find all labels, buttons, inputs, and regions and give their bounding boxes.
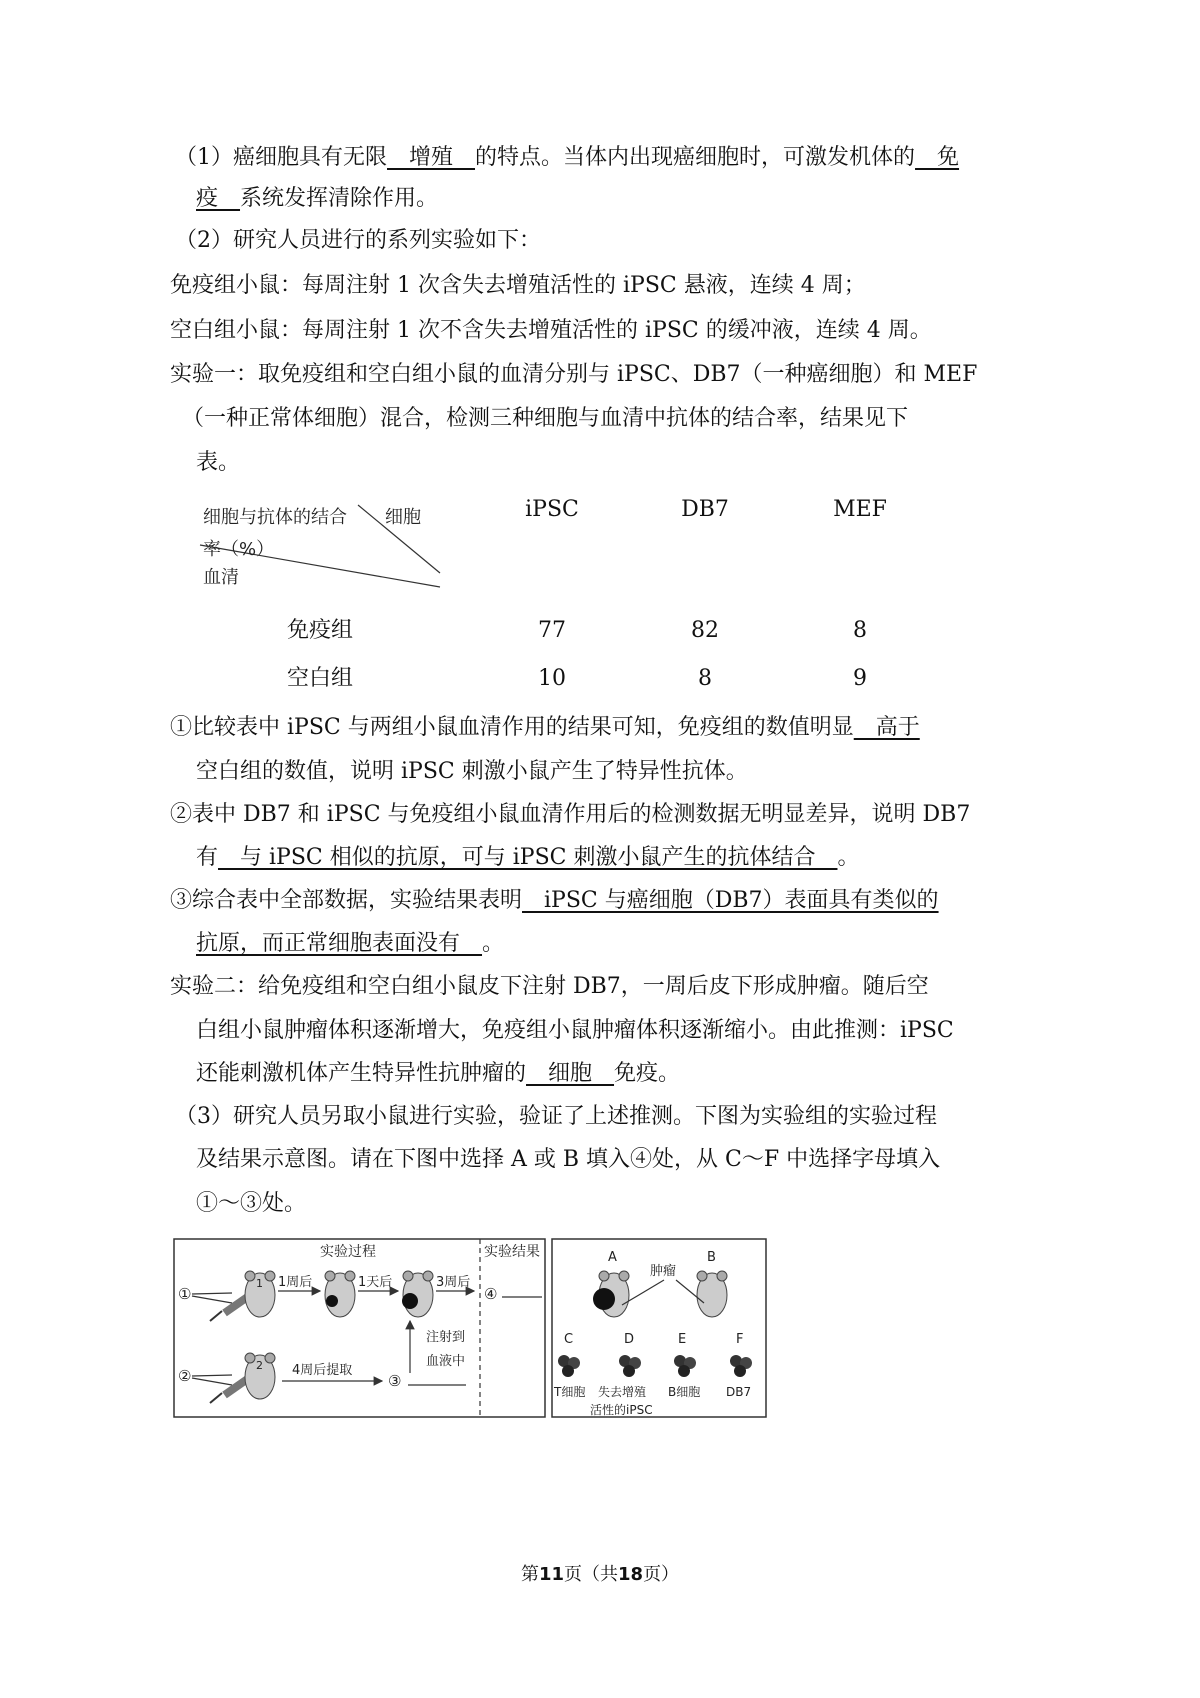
- row-label-immune: 免疫组: [286, 618, 353, 643]
- question-3-line-1: （3）研究人员另取小鼠进行实验，验证了上述推测。下图为实验组的实验过程: [175, 1104, 937, 1129]
- cell-cluster-icon: [730, 1355, 752, 1377]
- option-e-letter: E: [678, 1332, 687, 1347]
- question-3-line-3: ①～③处。: [196, 1191, 307, 1216]
- question-2-title: （2）研究人员进行的系列实验如下：: [175, 228, 541, 253]
- cell-cluster-icon: [619, 1355, 641, 1377]
- sub-question-1-line-2: 空白组的数值，说明 iPSC 刺激小鼠产生了特异性抗体。: [196, 759, 748, 784]
- tumor-label: 肿瘤: [650, 1264, 677, 1279]
- experiment-2-line-1: 实验二：给免疫组和空白组小鼠皮下注射 DB7，一周后皮下形成肿瘤。随后空: [170, 974, 929, 999]
- option-c-letter: C: [564, 1332, 574, 1347]
- page-number: 11: [538, 1564, 564, 1585]
- answer-blank: 疫: [196, 186, 241, 211]
- process-label: 实验过程: [320, 1244, 376, 1260]
- option-f-letter: F: [736, 1332, 744, 1347]
- answer-blank: 增殖: [387, 145, 476, 170]
- step-1-day: 1天后: [358, 1275, 393, 1290]
- answer-blank: 细胞: [526, 1061, 615, 1086]
- mouse-icon: [245, 1353, 275, 1399]
- experiment-2-line-3: 还能刺激机体产生特异性抗肿瘤的 细胞 免疫。: [196, 1061, 681, 1086]
- answer-blank: iPSC 与癌细胞（DB7）表面具有类似的: [522, 888, 939, 913]
- sub-question-3-line-2: 抗原，而正常细胞表面没有 。: [196, 931, 505, 956]
- blank-marker-1: ①: [178, 1285, 192, 1303]
- mouse-a-icon: [593, 1271, 629, 1317]
- blank-marker-3: ③: [388, 1372, 402, 1390]
- svg-text:2: 2: [256, 1359, 263, 1372]
- inject-label-line-2: 血液中: [426, 1354, 466, 1369]
- table-cell: 8: [698, 666, 712, 691]
- answer-blank: 高于: [853, 715, 920, 740]
- blank-marker-2: ②: [178, 1367, 192, 1385]
- option-d-name-2: 活性的iPSC: [590, 1403, 653, 1417]
- experiment-1-line-2: （一种正常体细胞）混合，检测三种细胞与血清中抗体的结合率，结果见下: [182, 406, 909, 431]
- question-1-line-1: （1）癌细胞具有无限 增殖 的特点。当体内出现癌细胞时，可激发机体的 免: [175, 145, 960, 170]
- step-1-week: 1周后: [278, 1275, 313, 1290]
- column-header-db7: DB7: [681, 497, 729, 522]
- answer-blank: 抗原，而正常细胞表面没有: [196, 931, 483, 956]
- mouse-icon: [245, 1271, 275, 1317]
- cell-cluster-icon: [674, 1355, 696, 1377]
- mouse-with-tumor-icon: [325, 1271, 355, 1317]
- question-3-line-2: 及结果示意图。请在下图中选择 A 或 B 填入④处，从 C～F 中选择字母填入: [196, 1147, 941, 1172]
- cell-cluster-icon: [558, 1355, 580, 1377]
- table-cell: 10: [538, 666, 566, 691]
- experiment-1-line-1: 实验一：取免疫组和空白组小鼠的血清分别与 iPSC、DB7（一种癌细胞）和 MEF: [170, 362, 978, 387]
- table-cell: 82: [691, 618, 719, 643]
- result-label: 实验结果: [484, 1244, 540, 1260]
- experiment-2-line-2: 白组小鼠肿瘤体积逐渐增大，免疫组小鼠肿瘤体积逐渐缩小。由此推测：iPSC: [196, 1018, 954, 1043]
- mouse-a-label: A: [608, 1250, 617, 1265]
- mouse-with-tumor-icon: [402, 1271, 433, 1317]
- step-3-weeks: 3周后: [436, 1275, 471, 1290]
- experiment-figure: [170, 1233, 785, 1423]
- column-header-mef: MEF: [833, 497, 887, 522]
- option-d-letter: D: [624, 1332, 635, 1347]
- table-cell: 9: [853, 666, 867, 691]
- mouse-b-label: B: [707, 1250, 716, 1265]
- question-1-line-2: 疫 系统发挥清除作用。: [196, 186, 439, 211]
- header-binding-rate-unit: 率（%）: [203, 539, 275, 560]
- option-f-name: DB7: [726, 1385, 752, 1399]
- page-footer: 第11页（共18页）: [520, 1564, 680, 1585]
- answer-blank: 免: [915, 145, 960, 170]
- sub-question-2-line-2: 有 与 iPSC 相似的抗原，可与 iPSC 刺激小鼠产生的抗体结合 。: [196, 845, 860, 870]
- column-header-ipsc: iPSC: [525, 497, 579, 522]
- blank-group-desc: 空白组小鼠：每周注射 1 次不含失去增殖活性的 iPSC 的缓冲液，连续 4 周。: [170, 318, 932, 343]
- header-binding-rate: 细胞与抗体的结合: [203, 507, 347, 528]
- extract-after-4-weeks: 4周后提取: [292, 1363, 353, 1378]
- experiment-1-line-3: 表。: [196, 450, 241, 475]
- sub-question-2-line-1: ②表中 DB7 和 iPSC 与免疫组小鼠血清作用后的检测数据无明显差异，说明 DB7: [170, 802, 971, 827]
- table-cell: 8: [853, 618, 867, 643]
- sub-question-3-line-1: ③综合表中全部数据，实验结果表明 iPSC 与癌细胞（DB7）表面具有类似的: [170, 888, 939, 913]
- table-cell: 77: [538, 618, 566, 643]
- row-label-blank: 空白组: [286, 666, 353, 691]
- inject-label-line-1: 注射到: [426, 1330, 466, 1345]
- answer-blank: 与 iPSC 相似的抗原，可与 iPSC 刺激小鼠产生的抗体结合: [218, 845, 838, 870]
- immune-group-desc: 免疫组小鼠：每周注射 1 次含失去增殖活性的 iPSC 悬液，连续 4 周；: [170, 273, 866, 298]
- header-cell: 细胞: [385, 507, 421, 528]
- header-serum: 血清: [203, 567, 239, 588]
- syringe-icon: [210, 1294, 250, 1321]
- sub-question-1-line-1: ①比较表中 iPSC 与两组小鼠血清作用的结果可知，免疫组的数值明显 高于: [170, 715, 920, 740]
- option-e-name: B细胞: [668, 1385, 701, 1399]
- total-pages: 18: [618, 1564, 644, 1585]
- svg-text:1: 1: [256, 1277, 263, 1290]
- option-c-name: T细胞: [554, 1385, 586, 1399]
- mouse-b-icon: [697, 1271, 727, 1317]
- option-d-name: 失去增殖: [598, 1385, 647, 1399]
- syringe-icon: [210, 1376, 250, 1403]
- blank-marker-4: ④: [484, 1285, 498, 1303]
